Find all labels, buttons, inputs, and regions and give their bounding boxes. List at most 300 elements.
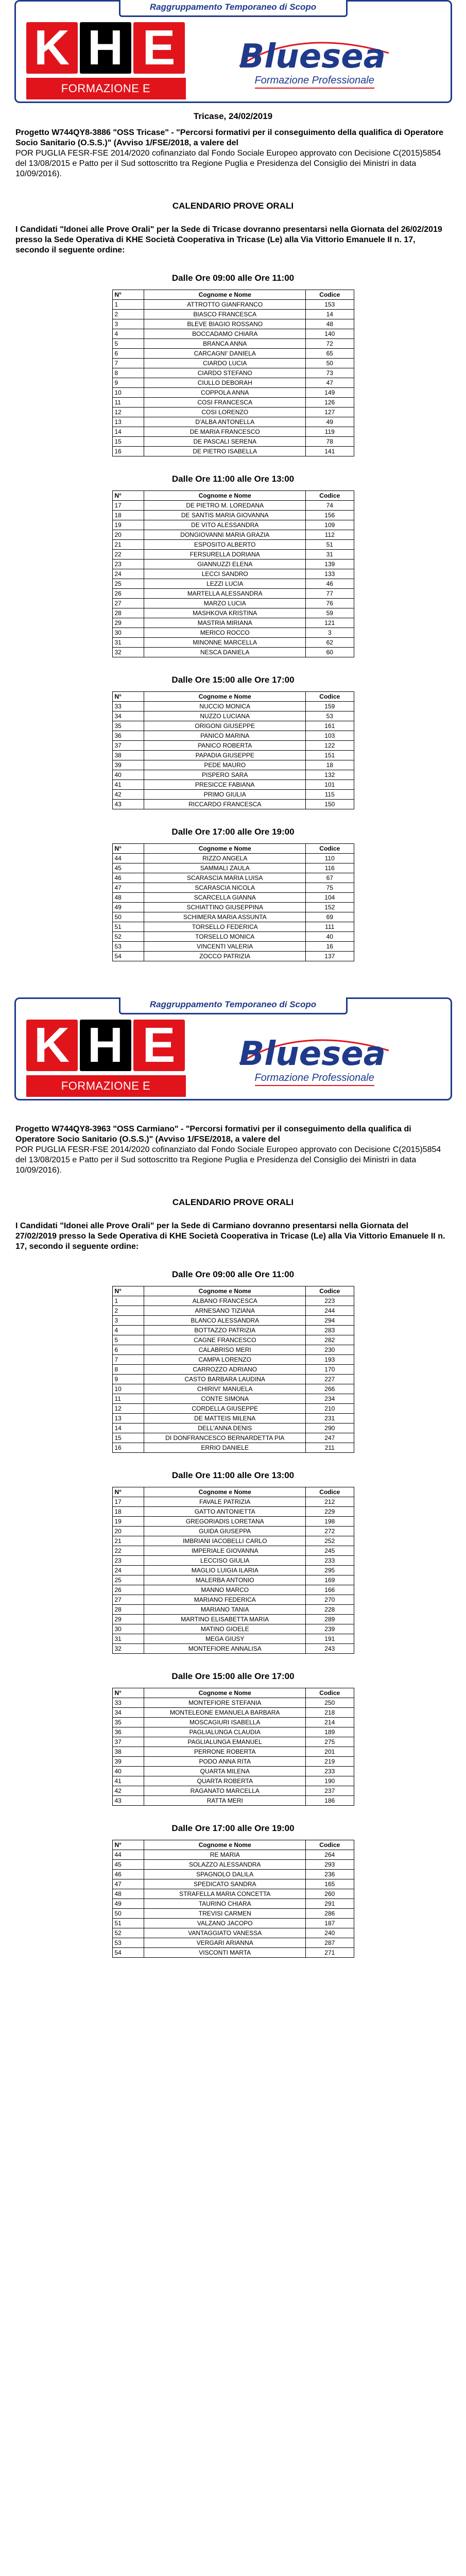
candidate-code: 115 — [306, 790, 354, 800]
table-row — [112, 1879, 354, 1889]
candidate-name: CAGNE FRANCESCO — [144, 1335, 306, 1345]
candidate-code: 31 — [306, 550, 354, 560]
candidate-name: CIARDO LUCIA — [144, 359, 306, 368]
column-header-number: N° — [112, 491, 144, 501]
candidate-name: DE VITO ALESSANDRA — [144, 520, 306, 530]
table-row — [112, 589, 354, 599]
column-header-number: N° — [112, 692, 144, 702]
candidate-name: CASTO BARBARA LAUDINA — [144, 1375, 306, 1384]
row-number: 15 — [112, 1433, 144, 1443]
table-row — [112, 550, 354, 560]
row-number: 11 — [112, 398, 144, 408]
candidate-name: DE PASCALI SERENA — [144, 437, 306, 447]
candidate-code: 211 — [306, 1443, 354, 1453]
table-row — [112, 1909, 354, 1919]
candidate-name: SCHIMERA MARIA ASSUNTA — [144, 912, 306, 922]
candidate-code: 49 — [306, 417, 354, 427]
row-number: 1 — [112, 300, 144, 310]
candidate-code: 282 — [306, 1335, 354, 1345]
time-slot-title: Dalle Ore 11:00 alle Ore 13:00 — [171, 1470, 295, 1480]
row-number: 6 — [112, 349, 144, 359]
candidate-code: 46 — [306, 579, 354, 589]
document-date: Tricase, 24/02/2019 — [193, 111, 273, 121]
candidate-code: 149 — [306, 388, 354, 398]
candidate-code: 170 — [306, 1365, 354, 1375]
candidate-name: CONTE SIMONA — [144, 1394, 306, 1404]
candidate-code: 234 — [306, 1394, 354, 1404]
row-number: 30 — [112, 628, 144, 638]
candidate-code: 40 — [306, 932, 354, 942]
table-row — [112, 893, 354, 903]
candidate-name: NUCCIO MONICA — [144, 702, 306, 711]
table-row — [112, 648, 354, 657]
table-row — [112, 1443, 354, 1453]
table-row — [112, 511, 354, 520]
row-number: 25 — [112, 579, 144, 589]
candidate-name: MASHKOVA KRISTINA — [144, 608, 306, 618]
row-number: 48 — [112, 1889, 144, 1899]
project-intro: Progetto W744QY8-3886 "OSS Tricase" - "Percorsi formativi per il conseguimento della qualifica di Operatore Socio Sanitario (O.S.S.)" (Avviso 1/FSE/2018, a valere del — [15, 128, 444, 147]
row-number: 53 — [112, 1938, 144, 1948]
candidate-code: 291 — [306, 1899, 354, 1909]
column-header-name: Cognome e Nome — [144, 1286, 306, 1296]
candidate-code: 72 — [306, 339, 354, 349]
row-number: 26 — [112, 1585, 144, 1595]
candidate-code: 186 — [306, 1796, 354, 1806]
candidate-table — [112, 1487, 354, 1654]
time-slot-title: Dalle Ore 15:00 alle Ore 17:00 — [171, 675, 295, 685]
table-row — [112, 952, 354, 961]
candidate-code: 103 — [306, 731, 354, 741]
candidate-code: 133 — [306, 569, 354, 579]
row-number: 28 — [112, 1605, 144, 1615]
table-row — [112, 579, 354, 589]
candidate-name: QUARTA ROBERTA — [144, 1776, 306, 1786]
candidate-code: 214 — [306, 1718, 354, 1727]
table-row — [112, 310, 354, 319]
candidate-code: 294 — [306, 1316, 354, 1326]
row-number: 7 — [112, 1355, 144, 1365]
row-number: 5 — [112, 339, 144, 349]
candidate-name: D'ALBA ANTONELLA — [144, 417, 306, 427]
column-header-code: Codice — [306, 491, 354, 501]
row-number: 42 — [112, 790, 144, 800]
row-number: 48 — [112, 893, 144, 903]
table-row — [112, 427, 354, 437]
table-row — [112, 702, 354, 711]
table-row — [112, 1727, 354, 1737]
row-number: 41 — [112, 1776, 144, 1786]
candidate-name: PODO ANNA RITA — [144, 1757, 306, 1767]
row-number: 20 — [112, 530, 144, 540]
banner-strip — [119, 997, 348, 1014]
table-row — [112, 1556, 354, 1566]
column-header-code: Codice — [306, 290, 354, 300]
candidate-code: 260 — [306, 1889, 354, 1899]
table-row — [112, 388, 354, 398]
row-number: 23 — [112, 560, 144, 569]
candidate-name: CARCAGNI' DANIELA — [144, 349, 306, 359]
candidate-name: DE PIETRO M. LOREDANA — [144, 501, 306, 511]
candidate-name: MASTRIA MIRIANA — [144, 618, 306, 628]
candidate-code: 219 — [306, 1757, 354, 1767]
table-row — [112, 520, 354, 530]
row-number: 8 — [112, 1365, 144, 1375]
candidate-code: 121 — [306, 618, 354, 628]
table-row — [112, 1624, 354, 1634]
candidate-name: NESCA DANIELA — [144, 648, 306, 657]
table-row — [112, 1546, 354, 1556]
candidate-code: 193 — [306, 1355, 354, 1365]
row-number: 21 — [112, 1536, 144, 1546]
candidate-code: 272 — [306, 1527, 354, 1536]
column-header-code: Codice — [306, 1286, 354, 1296]
table-row — [112, 628, 354, 638]
candidate-code: 218 — [306, 1708, 354, 1718]
table-row — [112, 912, 354, 922]
table-row — [112, 300, 354, 310]
candidate-name: RICCARDO FRANCESCA — [144, 800, 306, 809]
candidate-name: VISCONTI MARTA — [144, 1948, 306, 1958]
table-row — [112, 447, 354, 456]
table-row — [112, 1394, 354, 1404]
table-row — [112, 800, 354, 809]
table-row — [112, 1928, 354, 1938]
table-row — [112, 1860, 354, 1870]
table-row — [112, 1497, 354, 1507]
banner-strip-text: Raggruppamento Temporaneo di Scopo — [149, 999, 317, 1009]
table-header-row — [112, 1286, 354, 1296]
candidate-name: LECCI SANDRO — [144, 569, 306, 579]
candidate-code: 240 — [306, 1928, 354, 1938]
time-slot-title: Dalle Ore 17:00 alle Ore 19:00 — [171, 827, 295, 837]
table-row — [112, 751, 354, 760]
table-row — [112, 417, 354, 427]
candidate-code: 60 — [306, 648, 354, 657]
candidate-name: CORDELLA GIUSEPPE — [144, 1404, 306, 1414]
row-number: 42 — [112, 1786, 144, 1796]
table-row — [112, 349, 354, 359]
row-number: 22 — [112, 550, 144, 560]
candidate-code: 293 — [306, 1860, 354, 1870]
row-number: 17 — [112, 501, 144, 511]
project-section — [0, 0, 466, 961]
candidate-name: TORSELLO FEDERICA — [144, 922, 306, 932]
candidate-code: 122 — [306, 741, 354, 751]
table-row — [112, 1757, 354, 1767]
candidate-name: GREGORIADIS LORETANA — [144, 1517, 306, 1527]
row-number: 47 — [112, 883, 144, 893]
candidate-name: DE SANTIS MARIA GIOVANNA — [144, 511, 306, 520]
candidate-name: CALABRISO MERI — [144, 1345, 306, 1355]
candidate-code: 189 — [306, 1727, 354, 1737]
candidate-name: MATINO GIOELE — [144, 1624, 306, 1634]
candidate-name: ERRIO DANIELE — [144, 1443, 306, 1453]
column-header-name: Cognome e Nome — [144, 1840, 306, 1850]
table-row — [112, 359, 354, 368]
row-number: 54 — [112, 1948, 144, 1958]
table-row — [112, 408, 354, 417]
table-row — [112, 501, 354, 511]
row-number: 33 — [112, 1698, 144, 1708]
column-header-name: Cognome e Nome — [144, 692, 306, 702]
candidate-name: MARTELLA ALESSANDRA — [144, 589, 306, 599]
candidate-name: NUZZO LUCIANA — [144, 711, 306, 721]
project-funding-text: POR PUGLIA FESR-FSE 2014/2020 cofinanziato dal Fondo Sociale Europeo approvato con Decisione C(2015)5854 del 13/08/2015 e Patto per il Sud sottoscritto tra Regione Puglia e Presidenza del Consiglio dei Ministri in data 10/09/2016). — [15, 1145, 441, 1175]
candidate-code: 74 — [306, 501, 354, 511]
candidate-name: CIARDO STEFANO — [144, 368, 306, 378]
candidate-name: CAMPA LORENZO — [144, 1355, 306, 1365]
candidate-name: RATTA MERI — [144, 1796, 306, 1806]
candidate-code: 169 — [306, 1575, 354, 1585]
table-row — [112, 1316, 354, 1326]
candidate-code: 109 — [306, 520, 354, 530]
table-row — [112, 903, 354, 912]
row-number: 41 — [112, 780, 144, 790]
candidate-name: SAMMALI ZAULA — [144, 863, 306, 873]
column-header-number: N° — [112, 1688, 144, 1698]
table-row — [112, 1605, 354, 1615]
candidate-code: 14 — [306, 310, 354, 319]
candidate-name: GATTO ANTONIETTA — [144, 1507, 306, 1517]
candidate-code: 139 — [306, 560, 354, 569]
candidate-name: BLEVE BIAGIO ROSSANO — [144, 319, 306, 329]
table-row — [112, 731, 354, 741]
table-row — [112, 1326, 354, 1335]
row-number: 52 — [112, 1928, 144, 1938]
candidate-code: 151 — [306, 751, 354, 760]
candidate-name: VALZANO JACOPO — [144, 1919, 306, 1928]
candidate-code: 3 — [306, 628, 354, 638]
candidate-name: MEGA GIUSY — [144, 1634, 306, 1644]
table-row — [112, 1345, 354, 1355]
candidate-code: 76 — [306, 599, 354, 608]
table-row — [112, 1585, 354, 1595]
candidate-name: GUIDA GIUSEPPA — [144, 1527, 306, 1536]
candidate-name: ALBANO FRANCESCA — [144, 1296, 306, 1306]
table-row — [112, 1615, 354, 1624]
row-number: 43 — [112, 1796, 144, 1806]
candidate-code: 244 — [306, 1306, 354, 1316]
table-row — [112, 1899, 354, 1909]
table-row — [112, 1938, 354, 1948]
bluesea-subtitle: Formazione Professionale — [255, 1072, 374, 1086]
candidate-name: ATTROTTO GIANFRANCO — [144, 300, 306, 310]
time-slot-title: Dalle Ore 17:00 alle Ore 19:00 — [171, 1823, 295, 1833]
candidates-notice: I Candidati "Idonei alle Prove Orali" per la Sede di Carmiano dovranno presentarsi nella Giornata del 27/02/2019 presso la Sede Operativa di KHE Società Cooperativa in Tricase (Le) alla Via Vittorio Emanuele II n. 17, secondo il seguente ordine: — [15, 1222, 445, 1251]
candidate-code: 295 — [306, 1566, 354, 1575]
row-number: 36 — [112, 731, 144, 741]
khe-letter-tile: E — [133, 1020, 185, 1071]
row-number: 8 — [112, 368, 144, 378]
row-number: 46 — [112, 1870, 144, 1879]
row-number: 23 — [112, 1556, 144, 1566]
table-row — [112, 1375, 354, 1384]
candidate-name: MONTELEONE EMANUELA BARBARA — [144, 1708, 306, 1718]
table-row — [112, 780, 354, 790]
candidate-code: 116 — [306, 863, 354, 873]
table-row — [112, 1948, 354, 1958]
table-row — [112, 854, 354, 863]
row-number: 2 — [112, 310, 144, 319]
table-row — [112, 638, 354, 648]
table-row — [112, 1708, 354, 1718]
row-number: 22 — [112, 1546, 144, 1556]
candidate-name: PERRONE ROBERTA — [144, 1747, 306, 1757]
candidate-name: ORIGONI GIUSEPPE — [144, 721, 306, 731]
row-number: 29 — [112, 618, 144, 628]
row-number: 12 — [112, 408, 144, 417]
candidate-code: 67 — [306, 873, 354, 883]
candidate-name: CIULLO DEBORAH — [144, 378, 306, 388]
bluesea-logo — [234, 1035, 430, 1092]
candidate-name: PAPADIA GIUSEPPE — [144, 751, 306, 760]
table-header-row — [112, 692, 354, 702]
row-number: 29 — [112, 1615, 144, 1624]
table-row — [112, 1536, 354, 1546]
row-number: 7 — [112, 359, 144, 368]
candidate-code: 119 — [306, 427, 354, 437]
candidate-name: MERICO ROCCO — [144, 628, 306, 638]
time-slot-title: Dalle Ore 15:00 alle Ore 17:00 — [171, 1671, 295, 1681]
candidate-name: MARIANO FEDERICA — [144, 1595, 306, 1605]
table-row — [112, 741, 354, 751]
candidate-code: 137 — [306, 952, 354, 961]
table-row — [112, 1889, 354, 1899]
candidate-code: 69 — [306, 912, 354, 922]
row-number: 30 — [112, 1624, 144, 1634]
khe-letters — [26, 1020, 186, 1071]
column-header-number: N° — [112, 844, 144, 854]
table-row — [112, 942, 354, 952]
candidate-code: 231 — [306, 1414, 354, 1423]
row-number: 35 — [112, 1718, 144, 1727]
candidate-name: STRAFELLA MARIA CONCETTA — [144, 1889, 306, 1899]
column-header-number: N° — [112, 1487, 144, 1497]
time-slot-title: Dalle Ore 09:00 alle Ore 11:00 — [171, 273, 295, 283]
candidate-name: TORSELLO MONICA — [144, 932, 306, 942]
row-number: 50 — [112, 1909, 144, 1919]
candidate-code: 223 — [306, 1296, 354, 1306]
candidate-name: QUARTA MILENA — [144, 1767, 306, 1776]
candidate-name: PAGLIALUNGA CLAUDIA — [144, 1727, 306, 1737]
candidate-code: 270 — [306, 1595, 354, 1605]
row-number: 16 — [112, 1443, 144, 1453]
row-number: 4 — [112, 329, 144, 339]
candidate-name: SCARASCIA MARIA LUISA — [144, 873, 306, 883]
column-header-number: N° — [112, 1840, 144, 1850]
row-number: 49 — [112, 1899, 144, 1909]
candidate-code: 47 — [306, 378, 354, 388]
candidate-name: MARTINO ELISABETTA MARIA — [144, 1615, 306, 1624]
candidate-name: PAGLIALUNGA EMANUEL — [144, 1737, 306, 1747]
candidate-code: 161 — [306, 721, 354, 731]
row-number: 44 — [112, 1850, 144, 1860]
khe-letter-tile: H — [80, 1020, 131, 1071]
candidate-name: DELL'ANNA DENIS — [144, 1423, 306, 1433]
candidate-name: DI DONFRANCESCO BERNARDETTA PIA — [144, 1433, 306, 1443]
table-row — [112, 1718, 354, 1727]
table-row — [112, 1423, 354, 1433]
candidate-name: DE MARIA FRANCESCO — [144, 427, 306, 437]
candidate-name: BOTTAZZO PATRIZIA — [144, 1326, 306, 1335]
column-header-number: N° — [112, 1286, 144, 1296]
candidate-code: 141 — [306, 447, 354, 456]
candidate-code: 78 — [306, 437, 354, 447]
candidate-name: SCARCELLA GIANNA — [144, 893, 306, 903]
candidate-code: 50 — [306, 359, 354, 368]
candidate-code: 152 — [306, 903, 354, 912]
candidate-name: RAGANATO MARCELLA — [144, 1786, 306, 1796]
row-number: 32 — [112, 1644, 144, 1654]
candidate-code: 127 — [306, 408, 354, 417]
row-number: 38 — [112, 751, 144, 760]
table-row — [112, 1786, 354, 1796]
candidate-name: SOLAZZO ALESSANDRA — [144, 1860, 306, 1870]
row-number: 27 — [112, 599, 144, 608]
row-number: 13 — [112, 417, 144, 427]
time-slot-title: Dalle Ore 09:00 alle Ore 11:00 — [171, 1269, 295, 1279]
project-funding-text: POR PUGLIA FESR-FSE 2014/2020 cofinanziato dal Fondo Sociale Europeo approvato con Decisione C(2015)5854 del 13/08/2015 e Patto per il Sud sottoscritto tra Regione Puglia e Presidenza del Consiglio dei Ministri in data 10/09/2016). — [15, 149, 441, 178]
bluesea-subtitle: Formazione Professionale — [255, 75, 374, 89]
candidates-notice: I Candidati "Idonei alle Prove Orali" per la Sede di Tricase dovranno presentarsi nella Giornata del 26/02/2019 presso la Sede Operativa di KHE Società Cooperativa in Tricase (Le) alla Via Vittorio Emanuele II n. 17, secondo il seguente ordine: — [15, 225, 442, 255]
candidate-name: ZOCCO PATRIZIA — [144, 952, 306, 961]
candidate-name: PANICO ROBERTA — [144, 741, 306, 751]
candidate-code: 247 — [306, 1433, 354, 1443]
candidate-code: 201 — [306, 1747, 354, 1757]
candidate-name: BLANCO ALESSANDRA — [144, 1316, 306, 1326]
row-number: 34 — [112, 1708, 144, 1718]
row-number: 43 — [112, 800, 144, 809]
candidate-code: 250 — [306, 1698, 354, 1708]
row-number: 6 — [112, 1345, 144, 1355]
table-header-row — [112, 1688, 354, 1698]
table-row — [112, 1747, 354, 1757]
candidate-code: 264 — [306, 1850, 354, 1860]
table-row — [112, 1507, 354, 1517]
candidate-name: CHIRIVI' MANUELA — [144, 1384, 306, 1394]
table-row — [112, 863, 354, 873]
table-row — [112, 569, 354, 579]
candidate-name: PEDE MAURO — [144, 760, 306, 770]
row-number: 15 — [112, 437, 144, 447]
candidate-name: BOCCADAMO CHIARA — [144, 329, 306, 339]
row-number: 49 — [112, 903, 144, 912]
candidate-name: MARIANO TANIA — [144, 1605, 306, 1615]
table-row — [112, 530, 354, 540]
candidate-code: 191 — [306, 1634, 354, 1644]
row-number: 37 — [112, 741, 144, 751]
candidate-code: 198 — [306, 1517, 354, 1527]
table-row — [112, 1433, 354, 1443]
row-number: 39 — [112, 760, 144, 770]
candidate-code: 65 — [306, 349, 354, 359]
candidate-name: DONGIOVANNI MARIA GRAZIA — [144, 530, 306, 540]
table-row — [112, 1870, 354, 1879]
column-header-number: N° — [112, 290, 144, 300]
row-number: 5 — [112, 1335, 144, 1345]
candidate-code: 237 — [306, 1786, 354, 1796]
candidate-code: 48 — [306, 319, 354, 329]
row-number: 26 — [112, 589, 144, 599]
candidate-name: RE MARIA — [144, 1850, 306, 1860]
table-row — [112, 1355, 354, 1365]
table-row — [112, 1527, 354, 1536]
row-number: 28 — [112, 608, 144, 618]
candidate-name: IMPERIALE GIOVANNA — [144, 1546, 306, 1556]
header-banner — [14, 997, 452, 1114]
row-number: 44 — [112, 854, 144, 863]
